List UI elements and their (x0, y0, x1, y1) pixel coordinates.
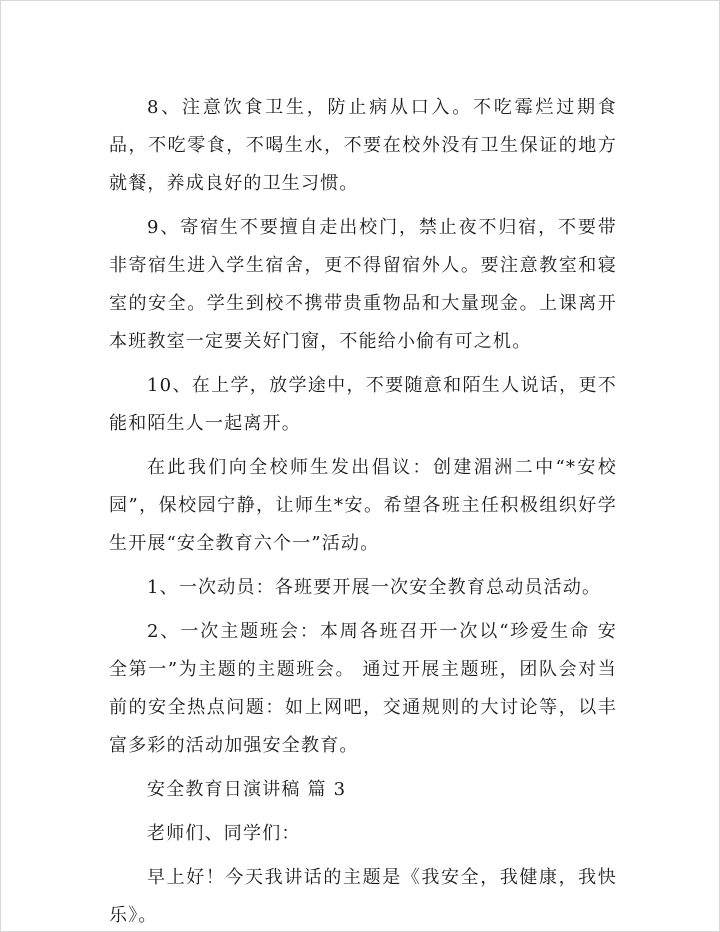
document-body (109, 89, 617, 932)
paragraph-activity-1: 1、一次动员：各班要开展一次安全教育总动员活动。 (147, 577, 602, 598)
paragraph-item-8: 8、注意饮食卫生，防止病从口入。不吃霉烂过期食品，不吃零食，不喝生水，不要在校外没有卫生保证的地方就餐，养成良好的卫生习惯。 (109, 97, 617, 194)
paragraph-initiative: 在此我们向全校师生发出倡议：创建湄洲二中“*安校园”，保校园宁静，让师生*安。希望各班主任积极组织好学生开展“安全教育六个一”活动。 (109, 457, 617, 554)
paragraph-item-9: 9、寄宿生不要擅自走出校门，禁止夜不归宿，不要带非寄宿生进入学生宿舍，更不得留宿外人。要注意教室和寝室的安全。学生到校不携带贵重物品和大量现金。上课离开本班教室一定要关好门窗，不能给小偷有可之机。 (109, 217, 617, 352)
opening-paragraph: 早上好！今天我讲话的主题是《我安全，我健康，我快乐》。 (109, 867, 617, 926)
greeting: 老师们、同学们： (147, 823, 301, 844)
paragraph-activity-2: 2、一次主题班会：本周各班召开一次以“珍爱生命 安全第一”为主题的主题班会。 通过开展主题班，团队会对当前的安全热点问题：如上网吧，交通规则的大讨论等，以丰富多彩的活动加强安全教育。 (109, 621, 617, 756)
section-title: 安全教育日演讲稿 篇 3 (147, 779, 347, 800)
paragraph-item-10: 10、在上学，放学途中，不要随意和陌生人说话，更不能和陌生人一起离开。 (109, 375, 617, 434)
